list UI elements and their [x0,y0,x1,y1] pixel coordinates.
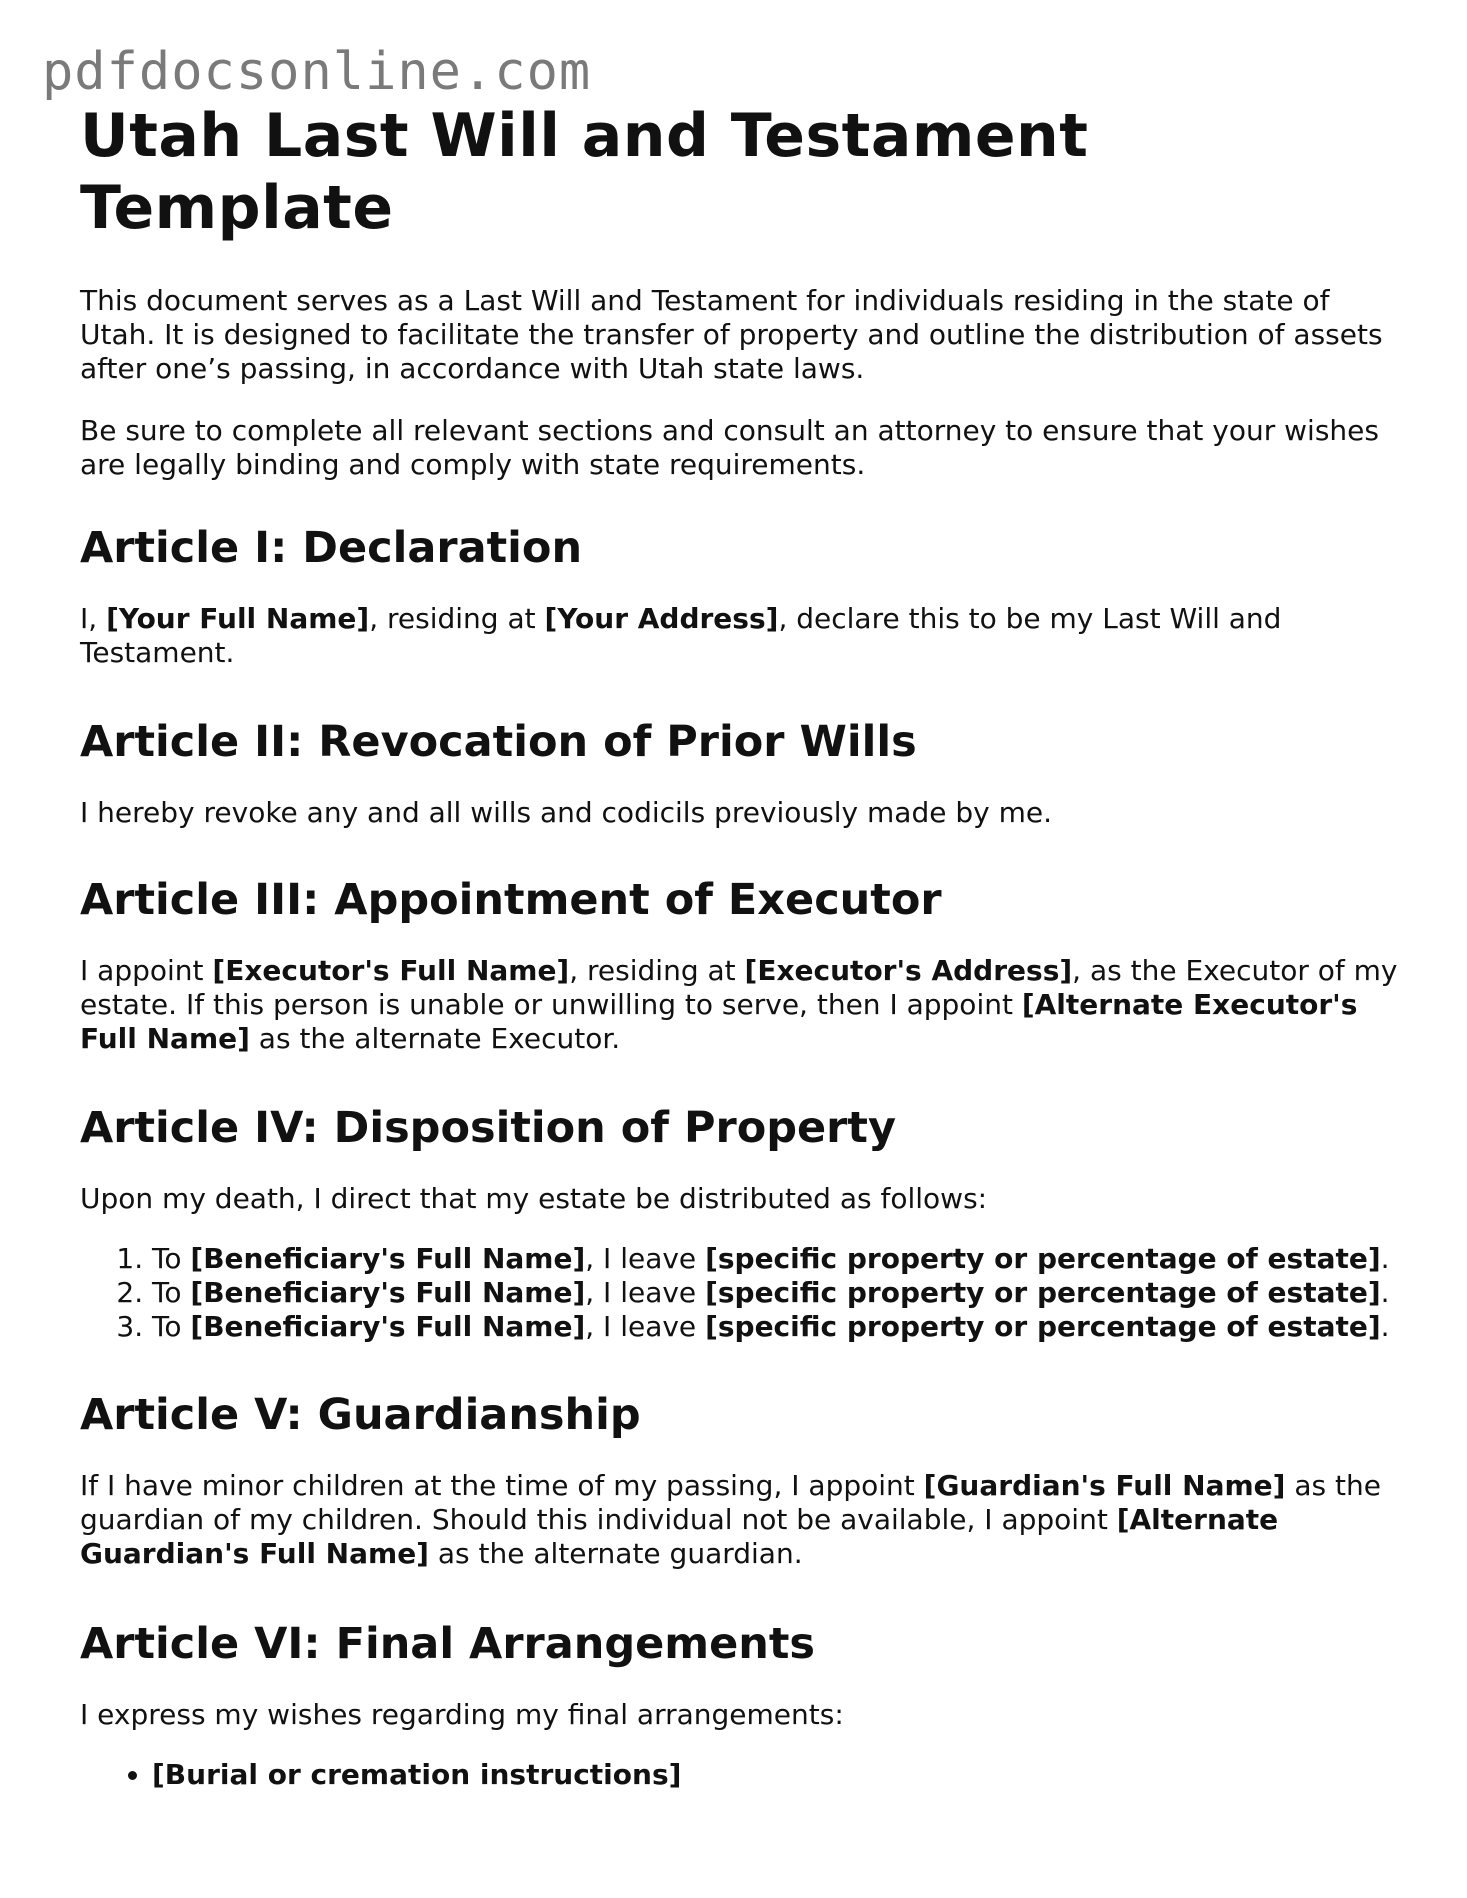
placeholder-property: [specific property or percentage of estate] [705,1242,1381,1275]
beneficiary-list [80,1242,1400,1344]
placeholder-burial-instructions: [Burial or cremation instructions] [152,1758,682,1791]
article-5-heading: Article V: Guardianship [80,1390,641,1440]
placeholder-executor-address: [Executor's Address] [744,954,1073,987]
placeholder-alternate-executor-name: [Alternate Executor's Full Name] [80,988,1358,1055]
article-2-text: I hereby revoke any and all wills and codicils previously made by me. [80,796,1053,829]
article-4-text: Upon my death, I direct that my estate be distributed as follows: [80,1182,988,1215]
article-4-section [80,1100,1400,1344]
placeholder-your-address: [Your Address] [544,602,779,635]
list-item: 2. To [Beneficiary's Full Name], I leave [specific property or percentage of estate]. [152,1276,1400,1310]
intro-paragraph-2: Be sure to complete all relevant sections and consult an attorney to ensure that your wishes are legally binding and comply with state requirements. [80,414,1379,481]
article-6-heading: Article VI: Final Arrangements [80,1619,816,1669]
arrangements-list [80,1758,1400,1792]
article-6-section [80,1616,1400,1792]
placeholder-your-full-name: [Your Full Name] [106,602,370,635]
article-3-section [80,872,1400,1056]
document-page [80,100,1400,1792]
placeholder-beneficiary-name: [Beneficiary's Full Name] [190,1276,586,1309]
placeholder-guardian-name: [Guardian's Full Name] [923,1469,1286,1502]
placeholder-executor-name: [Executor's Full Name] [212,954,570,987]
list-item [152,1758,1400,1792]
placeholder-beneficiary-name: [Beneficiary's Full Name] [190,1310,586,1343]
placeholder-property: [specific property or percentage of estate] [705,1310,1381,1343]
article-2-heading: Article II: Revocation of Prior Wills [80,717,917,767]
intro-paragraph-1: This document serves as a Last Will and Testament for individuals residing in the state of Utah. It is designed to facilitate the transfer of property and outline the distribution of assets after one’s passing, in accordance with Utah state laws. [80,284,1383,385]
article-1-section [80,520,1400,670]
article-5-section [80,1387,1400,1571]
article-3-heading: Article III: Appointment of Executor [80,875,942,925]
list-item: 3. To [Beneficiary's Full Name], I leave [specific property or percentage of estate]. [152,1310,1400,1344]
article-1-text: I, [Your Full Name], residing at [Your Address], declare this to be my Last Will and Testament. [80,602,1282,669]
article-4-heading: Article IV: Disposition of Property [80,1103,896,1153]
placeholder-alternate-guardian-name: [Alternate Guardian's Full Name] [80,1503,1279,1570]
placeholder-beneficiary-name: [Beneficiary's Full Name] [190,1242,586,1275]
article-1-heading: Article I: Declaration [80,523,583,573]
watermark: pdfdocsonline.com [42,42,592,102]
article-6-text: I express my wishes regarding my final arrangements: [80,1698,844,1731]
article-2-section [80,714,1400,830]
article-5-text: If I have minor children at the time of my passing, I appoint [Guardian's Full Name] as the guardian of my children. Should this individual not be available, I appoint [Alternate Guardian's Full Name] as the alternate guardian. [80,1469,1381,1570]
document-title: Utah Last Will and Testament Template [80,101,1089,243]
article-3-text: I appoint [Executor's Full Name], residing at [Executor's Address], as the Executor of my estate. If this person is unable or unwilling to serve, then I appoint [Alternate Executor's Full Name] as the alternate Executor. [80,954,1398,1055]
placeholder-property: [specific property or percentage of estate] [705,1276,1381,1309]
list-item: 1. To [Beneficiary's Full Name], I leave [specific property or percentage of estate]. [152,1242,1400,1276]
